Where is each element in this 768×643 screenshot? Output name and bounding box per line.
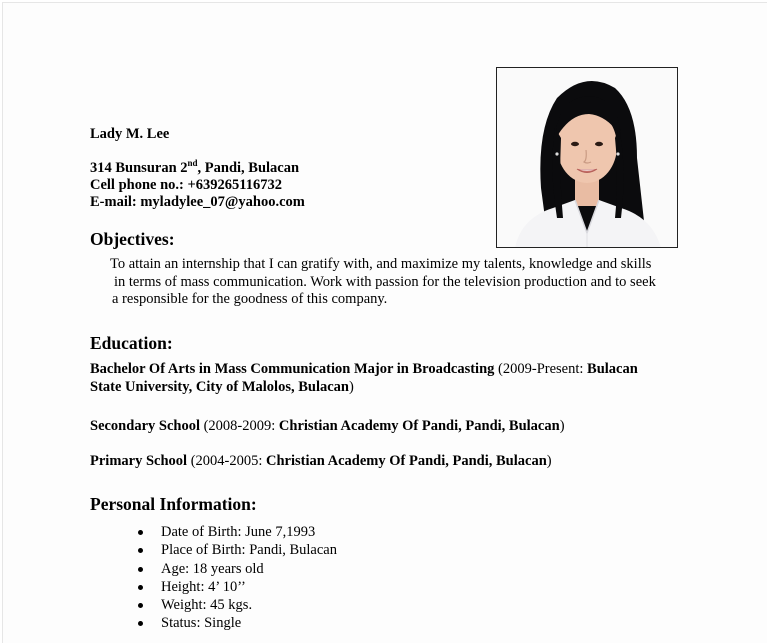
personal-heading: Personal Information: [90,494,257,514]
applicant-name: Lady M. Lee [90,126,170,142]
college-degree: Bachelor Of Arts in Mass Communication Major in Broadcasting [90,361,495,377]
list-item-height: Height: 4’ 10’’ [138,578,337,596]
education-primary [90,452,552,470]
personal-info-list [138,523,337,633]
objectives-heading: Objectives: [90,229,175,249]
secondary-label: Secondary School [90,418,200,434]
secondary-close: ) [559,418,565,434]
primary-period: (2004-2005: [187,453,266,469]
primary-label: Primary School [90,453,188,469]
education-secondary [90,417,565,435]
portrait-photo [496,67,678,248]
education-college [90,360,638,378]
list-item-age: Age: 18 years old [138,560,337,578]
college-school-line2: State University, City of Malolos, Bulacan [90,379,349,395]
secondary-period: (2008-2009: [199,418,279,434]
objectives-line-2: in terms of mass communication. Work with passion for the television production and to seek [114,273,656,290]
list-item-dob: Date of Birth: June 7,1993 [138,523,337,541]
objectives-line-3: a responsible for the goodness of this company. [112,291,388,307]
address-text: 314 Bunsuran 2 [90,160,188,176]
college-close: ) [348,379,354,395]
secondary-school: Christian Academy Of Pandi, Pandi, Bulacan [278,418,560,434]
education-college-line2 [90,378,354,396]
college-school-line1: Bulacan [587,361,638,377]
list-item-status: Status: Single [138,614,337,632]
education-heading: Education: [90,333,173,353]
objectives-line-1: To attain an internship that I can gratify with, and maximize my talents, knowledge and skills [110,256,652,272]
address-locality: , Pandi, Bulacan [197,160,300,176]
portrait-illustration [497,68,677,247]
list-item-weight: Weight: 45 kgs. [138,596,337,614]
email-address: E-mail: myladylee_07@yahoo.com [90,194,305,210]
college-period: (2009-Present: [494,361,588,377]
primary-close: ) [546,453,552,469]
primary-school: Christian Academy Of Pandi, Pandi, Bulacan [266,453,547,469]
list-item-birthplace: Place of Birth: Pandi, Bulacan [138,541,337,559]
phone-number: Cell phone no.: +639265116732 [90,177,282,193]
address-ordinal: nd [187,158,198,169]
address [90,160,299,177]
